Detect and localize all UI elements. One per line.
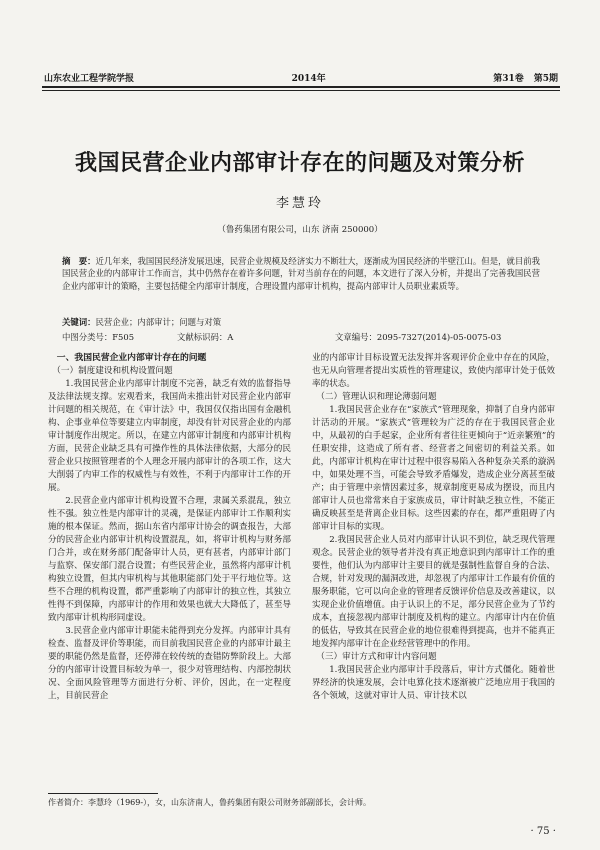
body-paragraph: 1.我国民营企业存在“家族式”管理现象，抑制了自身内部审计活动的开展。“家族式”管理较为广泛的存在于我国民营企业中，从最初的白手起家，企业所有者往往更倾向于“近亲繁殖”的任职安排，这造成了所有者、经营者之间密切的利益关系。如此，内部审计机构在审计过程中很容易陷入各种复杂关系的漩涡中，如果处理不当，可能会导致矛盾爆发，造成企业分离甚至破产；由于管理中亲情因素过多，规章制度更易成为摆设，而且内部审计人员也常常来自于家族成员，审计时缺乏独立性，不能正确反映甚至是背离企业目标。这些因素的存在，都严重阻碍了内部审计目标的实现。 <box>312 405 555 532</box>
subsection-heading: （三）审计方式和审计内容问题 <box>316 652 437 662</box>
body-paragraph: 1.我国民营企业内部审计制度不完善，缺乏有效的监督指导及法律法规支撑。宏观看来，我国尚未推出针对民营企业内部审计问题的相关规范，在《审计法》中，我国仅仅指出国有金融机构、企事业单位等要建立内审制度，却没有针对民营企业的内部审计制度作出规定。所以，在建立内部审计制度和内部审计机构方面，民营企业缺乏具有可操作性的具体法律依据，大部分的民营企业只按照管理者的个人理念开展内部审计的各项工作，这大大削弱了内审工作的权威性与有效性，不利于内部审计工作的开展。 <box>48 379 291 493</box>
classification-row <box>62 331 540 343</box>
header-rule-thin <box>42 90 560 91</box>
abstract-label: 摘 要： <box>62 256 96 266</box>
article-number: 文章编号：2095-7327(2014)-05-0075-03 <box>335 332 502 342</box>
body-paragraph: 2.民营企业内部审计机构设置不合理，隶属关系混乱，独立性不强。独立性是内部审计的灵魂，是保证内部审计工作顺利实施的根本保证。然而，据山东省内部审计协会的调查报告，大部分的民营企业内部审计机构设置混乱，如，将审计机构与财务部门合并，或在财务部门配备审计人员，更有甚者，内部审计部门与监察、保安部门混合设置；有些民营企业，虽然将内部审计机构独立设置，但其内审机构与其他职能部门处于平行地位等。这些不合理的机构设置，都严重影响了内部审计的独立性，其独立性得不到保障，内部审计的作用和效果也就大大降低了，甚至导致内部审计机构形同虚设。 <box>48 496 291 623</box>
paper-title: 我国民营企业内部审计存在的问题及对策分析 <box>74 150 525 176</box>
body-paragraph-continued: 业的内部审计目标设置无法发挥并客观评价企业中存在的风险，也无从向管理者提出实质性的管理建议，致使内部审计处于低效率的状态。 <box>312 353 555 389</box>
journal-year: 2014年 <box>291 73 326 84</box>
abstract-text: 近几年来，我国国民经济发展迅速，民营企业规模及经济实力不断壮大，逐渐成为国民经济的半壁江山。但是，就目前我国民营企业的内部审计工作而言，其中仍然存在着许多问题，针对当前存在的问题，本文进行了深入分析，并提出了完善我国民营企业内部审计的策略，主要包括健全内部审计制度，合理设置内部审计机构，提高内部审计人员职业素质等。 <box>62 256 540 291</box>
header-rule-thick <box>42 86 560 88</box>
volume: 第31卷 <box>493 73 524 84</box>
keywords <box>62 316 540 328</box>
footnote-rule <box>48 793 158 794</box>
subsection-heading: （一）制度建设和机构设置问题 <box>52 366 173 376</box>
volume-issue <box>483 71 558 84</box>
body-paragraph: 1.我国民营企业内部审计手段落后，审计方式僵化。随着世界经济的快速发展，会计电算化技术逐渐被广泛地应用于我国的各个领域，这就对审计人员、审计技术以 <box>312 665 555 701</box>
section-heading: 一、我国民营企业内部审计存在的问题 <box>56 353 207 363</box>
subsection-heading: （二）管理认识和理论薄弱问题 <box>316 392 437 402</box>
clc-number: 中图分类号：F505 <box>62 332 135 342</box>
running-header <box>44 70 558 84</box>
body-paragraph: 2.我国民营企业人员对内部审计认识不到位，缺乏现代管理观念。民营企业的领导者并没有真正地意识到内部审计工作的重要性，他们认为内部审计主要目的就是强制性监督自身的合法、合规，针对发现的漏洞改进，却忽视了内部审计工作最有价值的服务职能，它可以向企业的管理者反馈评价信息及改善建议，以实现企业价值增值。由于认识上的不足，部分民营企业为了节约成本，直接忽视内部审计制度及机构的建立。内部审计内在价值的低估，导致其在民营企业的地位很难得到提高，也并不能真正地发挥内部审计在企业经营管理中的作用。 <box>312 535 555 649</box>
body-paragraph: 3.民营企业内部审计职能未能得到充分发挥。内部审计具有检查、监督及评价等职能，而目前我国民营企业的内部审计最主要的职能仍然是监督，还停滞在较传统的查错防弊阶段上。大部分的内部审计设置目标较为单一，很少对管理结构、内部控制状况、全面风险管理等方面进行分析、评价，因此，在一定程度上，目前民营企 <box>48 626 291 701</box>
author-footnote: 作者简介：李慧玲（1969-），女，山东济南人，鲁药集团有限公司财务部副部长，会计师。 <box>48 798 372 807</box>
document-code: 文献标识码：A <box>177 332 234 342</box>
body-column-right <box>312 352 555 774</box>
journal-name: 山东农业工程学院学报 <box>44 73 135 84</box>
author-affiliation: （鲁药集团有限公司，山东 济南 250000） <box>217 225 383 235</box>
abstract <box>62 255 540 292</box>
author-name: 李慧玲 <box>275 196 324 211</box>
issue: 第5期 <box>533 73 558 84</box>
body-column-left <box>48 352 291 774</box>
keywords-label: 关键词： <box>62 317 96 327</box>
page-number: · 75 · <box>530 826 556 837</box>
keywords-text: 民营企业；内部审计；问题与对策 <box>95 317 222 327</box>
